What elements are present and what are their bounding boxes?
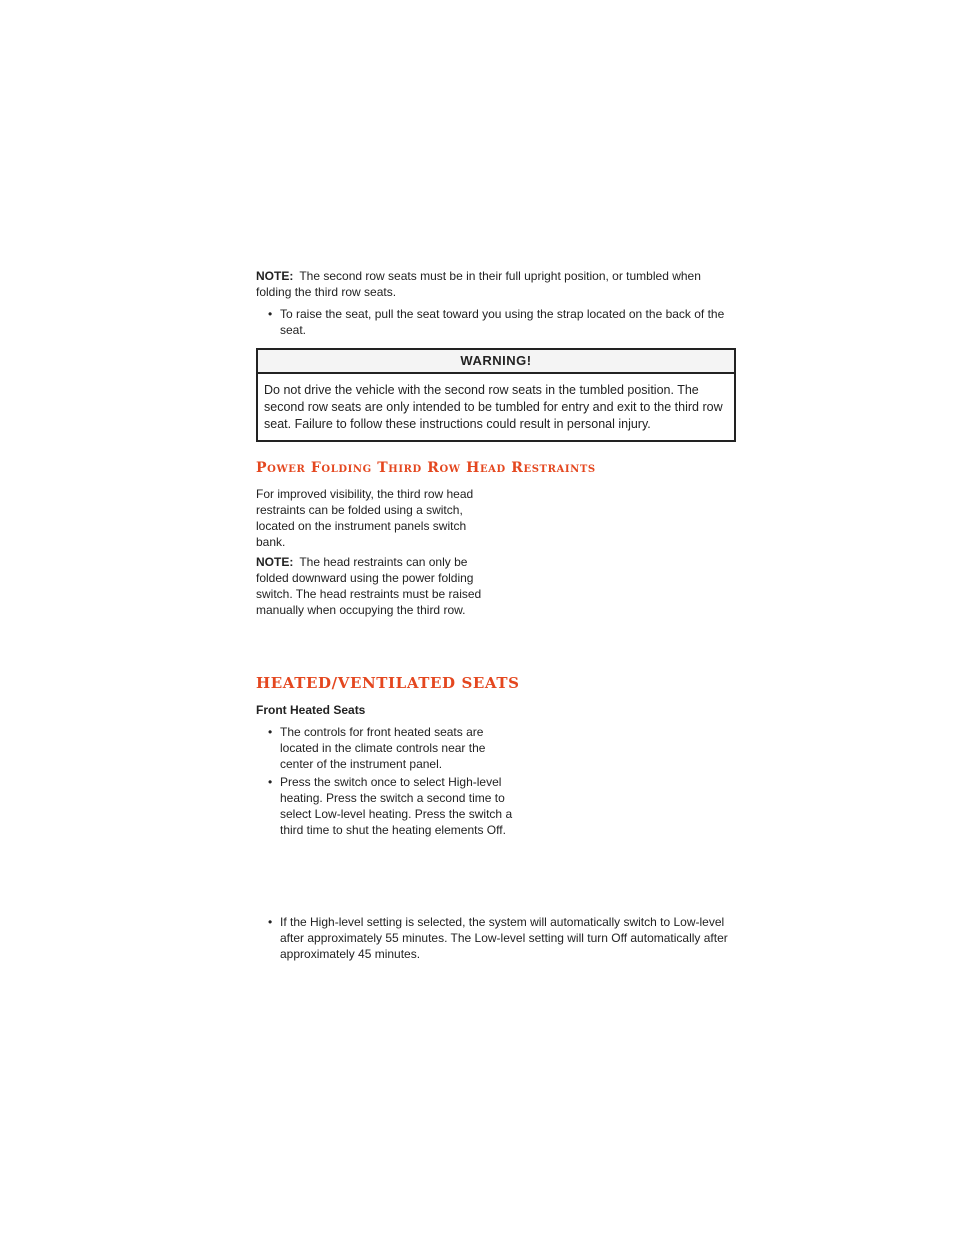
subhead-front-heated-seats: Front Heated Seats (256, 703, 366, 717)
note-text: The head restraints can only be folded downward using the power folding switch. The head restraints must be raised manually when occupying the third row. (256, 555, 482, 617)
section-title-heated-seats: HEATED/VENTILATED SEATS (256, 674, 520, 692)
note-second-row (256, 268, 726, 300)
head-restraints-note (256, 554, 491, 618)
bullet-text: If the High-level setting is selected, the system will automatically switch to Low-level after approximately 55 minutes. The Low-level setting will turn Off automatically after approximately 45 minutes. (280, 915, 728, 961)
warning-body: Do not drive the vehicle with the second row seats in the tumbled position. The second row seats are only intended to be tumbled for entry and exit to the third row seat. Failure to follow these instructions could result in personal injury. (264, 383, 723, 431)
bullet-dot: • (268, 915, 273, 929)
bullet-text: To raise the seat, pull the seat toward you using the strap located on the back of the seat. (280, 307, 725, 337)
warning-box (256, 348, 736, 442)
note-text: The second row seats must be in their full upright position, or tumbled when folding the third row seats. (256, 269, 701, 299)
bullet-dot: • (268, 775, 273, 789)
bullet-auto-switch (256, 914, 730, 962)
bullet-switch-levels (256, 774, 520, 838)
note-label: NOTE: (256, 269, 294, 283)
section-title-head-restraints: Power Folding Third Row Head Restraints (256, 460, 596, 476)
bullet-dot: • (268, 725, 273, 739)
bullet-dot: • (268, 307, 273, 321)
bullet-text: The controls for front heated seats are located in the climate controls near the center of the instrument panel. (280, 725, 486, 771)
warning-title: WARNING! (258, 350, 734, 374)
bullet-text: Press the switch once to select High-level heating. Press the switch a second time to select Low-level heating. Press the switch a third time to shut the heating elements Off. (280, 775, 513, 837)
note-label: NOTE: (256, 555, 294, 569)
head-restraints-para: For improved visibility, the third row head restraints can be folded using a switch, located on the instrument panels switch bank. (256, 487, 474, 549)
bullet-controls-location (256, 724, 520, 772)
bullet-raise-seat (256, 306, 730, 338)
